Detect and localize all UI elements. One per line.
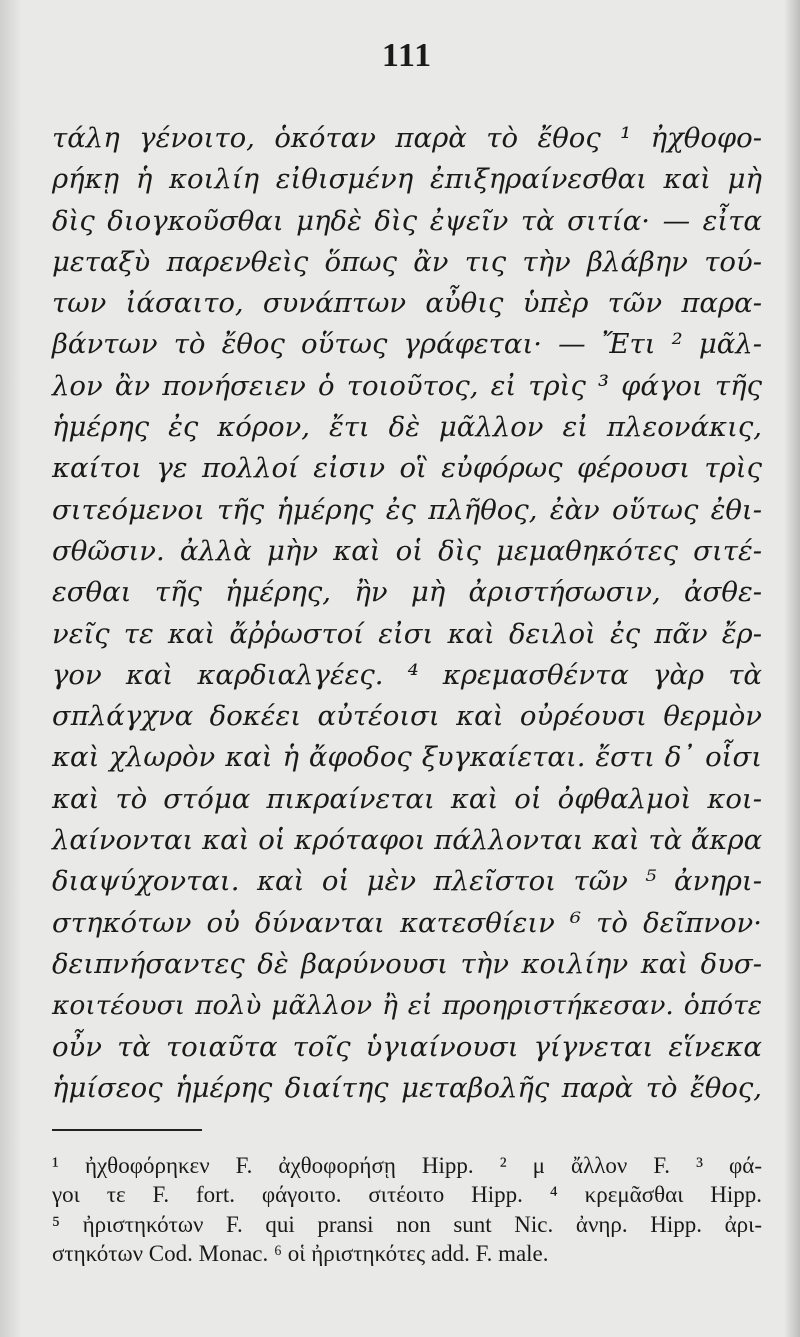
text-line: βάντων τὸ ἔθος οὕτως γράφεται· — Ἔτι ² μᾶλ- [52, 328, 762, 361]
text-line: μεταξὺ παρενθεὶς ὅπως ἂν τις τὴν βλάβην τού- [52, 245, 762, 278]
text-line: κοιτέουσι πολὺ μᾶλλον ἢ εἰ προηριστήκεσαν. ὁπότε [52, 990, 762, 1022]
text-line: οὖν τὰ τοιαῦτα τοῖς ὑγιαίνουσι γίγνεται εἵνεκα [52, 1030, 762, 1063]
text-line: νεῖς τε καὶ ἄῤῥωστοί εἰσι καὶ δειλοὶ ἐς πᾶν ἔρ- [52, 617, 762, 650]
page-number: 111 [381, 37, 433, 74]
text-line: δὶς διογκοῦσθαι μηδὲ δὶς ἐψεῖν τὰ σιτία· — εἶτα [52, 204, 762, 237]
text-line: τάλη γένοιτο, ὁκόταν παρὰ τὸ ἔθος ¹ ἠχθοφο- [52, 122, 762, 154]
text-line: εσθαι τῆς ἡμέρης, ἢν μὴ ἀριστήσωσιν, ἀσθε- [52, 576, 762, 609]
text-line: σθῶσιν. ἀλλὰ μὴν καὶ οἱ δὶς μεμαθηκότες σιτέ- [52, 534, 762, 567]
text-line: γον καὶ καρδιαλγέες. ⁴ κρεμασθέντα γὰρ τὰ [52, 658, 762, 691]
text-line: καίτοι γε πολλοί εἰσιν οἳ εὐφόρως φέρουσι τρὶς [52, 452, 762, 485]
footnotes [52, 1151, 762, 1268]
text-line: λαίνονται καὶ οἱ κρόταφοι πάλλονται καὶ τὰ ἄκρα [52, 824, 763, 857]
text-line: σιτεόμενοι τῆς ἡμέρης ἐς πλῆθος, ἐὰν οὕτως ἐθι- [52, 493, 762, 526]
text-line: στηκότων οὐ δύνανται κατεσθίειν ⁶ τὸ δεῖπνον· [52, 906, 762, 939]
text-line: διαψύχονται. καὶ οἱ μὲν πλεῖστοι τῶν ⁵ ἀνηρι- [52, 865, 762, 898]
book-page [52, 30, 762, 1268]
text-line: καὶ τὸ στόμα πικραίνεται καὶ οἱ ὀφθαλμοὶ κοι- [52, 782, 762, 815]
scan-edge-right [784, 0, 800, 1337]
text-line: ἡμίσεος ἡμέρης διαίτης μεταβολῆς παρὰ τὸ ἔθος, [52, 1071, 762, 1104]
footnote-line: γοι τε F. fort. φάγοιτο. σιτέοιτο Hipp. ⁴ κρεμᾶσθαι Hipp. [52, 1182, 762, 1208]
text-line: σπλάγχνα δοκέει αὐτέοισι καὶ οὐρέουσι θερμὸν [52, 700, 762, 733]
text-line: ρήκῃ ἡ κοιλίη εἰθισμένη ἐπιξηραίνεσθαι καὶ μὴ [52, 163, 762, 196]
text-line: δειπνήσαντες δὲ βαρύνουσι τὴν κοιλίην καὶ δυσ- [52, 947, 762, 980]
footnote-line: ⁵ ἠριστηκότων F. qui pransi non sunt Nic. ἀνηρ. Hipp. ἀρι- [52, 1211, 762, 1237]
text-line: των ἰάσαιτο, συνάπτων αὖθις ὑπὲρ τῶν παρα- [52, 287, 762, 320]
footnote-line: ¹ ἠχθοφόρηκεν F. ἀχθοφορήσῃ Hipp. ² μ ἄλλον F. ³ φά- [52, 1153, 762, 1179]
text-line: ἡμέρης ἐς κόρον, ἔτι δὲ μᾶλλον εἰ πλεονάκις, [52, 411, 762, 444]
footnote-rule [52, 1129, 202, 1131]
text-line: λον ἂν πονήσειεν ὁ τοιοῦτος, εἰ τρὶς ³ φάγοι τῆς [52, 369, 762, 402]
main-text [52, 118, 762, 1109]
footnote-line: στηκότων Cod. Monac. ⁶ οἱ ἠριστηκότες add. F. male. [52, 1241, 549, 1267]
scan-edge-left [0, 0, 22, 1337]
text-line: καὶ χλωρὸν καὶ ἡ ἄφοδος ξυγκαίεται. ἔστι δ᾽ οἷσι [52, 741, 762, 774]
